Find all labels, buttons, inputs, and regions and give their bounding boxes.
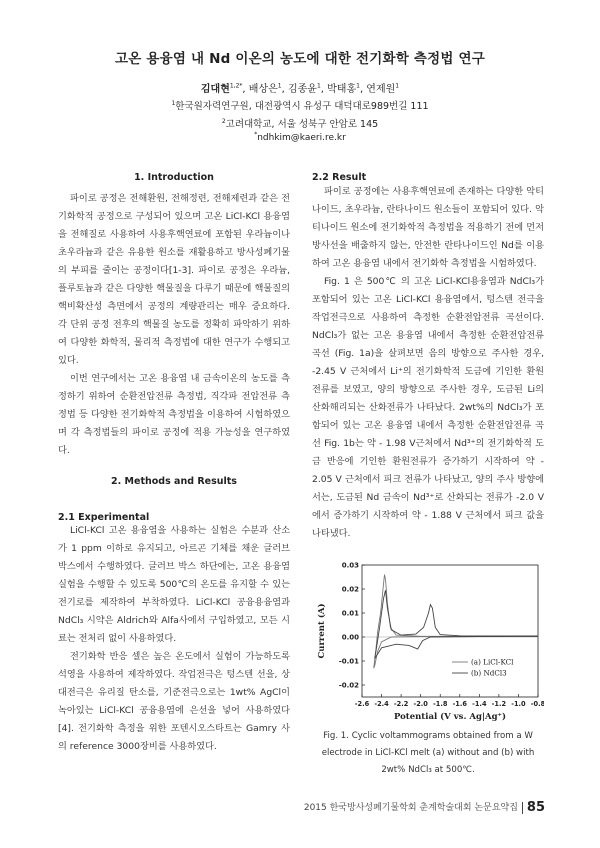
legend-label: (a) LiCl-KCl [471, 657, 514, 667]
author: 김종윤 [287, 84, 317, 95]
author-sup: 1 [356, 82, 360, 90]
author: 연제원 [366, 84, 396, 95]
x-tick-label: -2.2 [393, 700, 409, 708]
corresponding-email [0, 133, 600, 143]
x-tick-label: -1.6 [452, 700, 467, 708]
author: 배상은 [248, 84, 278, 95]
author: 박태홍 [327, 84, 357, 95]
email-sup: * [254, 131, 258, 138]
conference-name: 2015 한국방사성폐기물학회 춘계학술대회 논문요약집 [303, 803, 518, 813]
experimental-body [58, 522, 290, 756]
section-introduction-heading: 1. Introduction [134, 172, 214, 183]
intro-paragraph: 이번 연구에서는 고온 용융염 내 금속이온의 농도를 측정하기 위하여 순환전압전류 측정법, 직각파 전압전류 측정법 등 다양한 전기화학적 측정법을 이용하여 시험하였으며 각 측정법들의 파이로 공정에 적용 가능성을 연구하였다. [58, 373, 290, 456]
page-number: 85 [526, 800, 545, 815]
email-text[interactable]: ndhkim@kaeri.re.kr [257, 133, 346, 143]
x-tick-label: -2.6 [354, 700, 370, 708]
page-footer [300, 800, 545, 815]
plot-frame [362, 565, 538, 697]
cyclic-voltammogram-chart [312, 555, 544, 730]
affiliation-2 [0, 116, 600, 130]
paper-title: 고온 용융염 내 Nd 이온의 농도에 대한 전기화학 측정법 연구 [114, 51, 485, 67]
footer-divider [522, 802, 523, 814]
x-tick-label: -0.8 [530, 700, 544, 708]
y-tick-label: 0.03 [341, 561, 359, 570]
experimental-paragraph: LiCl-KCl 고온 용융염을 사용하는 실험은 수분과 산소가 1 ppm 이하로 유지되고, 아르곤 기체를 채운 글러브 박스에서 수행하였다. 글러브 박스 하단에는, 고온 용융염 실험을 수행할 수 있도록 500℃의 온도를 유지할 수 있는 전기로를 제작하여 부착하였다. LiCl-KCl 공융용융염과 NdCl₃ 시약은 Aldrich와 Alfa사에서 구입하였고, 모든 시료는 전처리 없이 사용하였다. [58, 525, 290, 644]
series-line-licl-kcl [374, 575, 538, 669]
affiliation-2-text: 고려대학교, 서울 성북구 안암로 145 [225, 119, 379, 130]
series-line-ndcl3 [375, 590, 538, 658]
section-methods-heading: 2. Methods and Results [111, 476, 237, 487]
author-first: 김대현 [200, 84, 230, 95]
y-tick-label: 0.01 [341, 609, 359, 618]
affiliation-1-sup: 1 [171, 99, 176, 107]
y-tick-label: -0.02 [338, 681, 359, 690]
result-body [312, 183, 544, 543]
figure-caption: Fig. 1. Cyclic voltammograms obtained from a W electrode in LiCl-KCl melt (a) without and (b) with 2wt% NdCl₃ at 500℃. [321, 731, 535, 775]
author-sup: 1 [395, 82, 400, 90]
legend-label: (b) NdCl3 [471, 668, 507, 678]
result-paragraph: Fig. 1 은 500℃ 의 고온 LiCl-KCl용융염과 NdCl₃가 포함되어 있는 고온 LiCl-KCl 용융염에서, 텅스텐 전극을 작업전극으로 사용하여 측정한 순환전압전류 곡선이다. NdCl₃가 없는 고온 용융염 내에서 측정한 순환전압전류 곡선 (Fig. 1a)을 살펴보면 음의 방향으로 주사한 경우, -2.45 V 근처에서 Li⁺의 전기화학적 도금에 기인한 환원 전류를 보였고, 양의 방향으로 주사한 경우, 도금된 Li의 산화해리되는 산화전류가 나타났다. 2wt%의 NdCl₃가 포함되어 있는 고온 용융염 내에서 측정한 순환전압전류 곡선 Fig. 1b는 약 - 1.98 V근처에서 Nd³⁺의 전기화학적 도금 반응에 기인한 환원전류가 증가하기 시작하여 약 - 2.05 V 근처에서 피크 전류가 나타났고, 양의 주사 방향에서는, 도금된 Nd 금속이 Nd³⁺로 산화되는 전류가 -2.0 V에서 증가하기 시작하여 약 - 1.88 V 근처에서 피크 값을 나타냈다. [312, 276, 544, 539]
x-tick-label: -1.8 [433, 700, 448, 708]
x-tick-label: -2.0 [413, 700, 428, 708]
affiliation-2-sup: 2 [221, 117, 226, 125]
intro-paragraph: 파이로 공정은 전해환원, 전해정련, 전해제련과 같은 전기화학적 공정으로 구성되어 있으며 고온 LiCl-KCl 용융염을 전해질로 사용하여 사용후핵연료에 포함된 우라늄이나 초우라늄과 같은 유용한 원소를 재활용하고 방사성폐기물의 부피를 줄이는 공정이다[1-3]. 파이로 공정은 우라늄, 플루토늄과 같은 다양한 핵물질을 다루기 때문에 핵물질의 핵비확산성 측면에서 공정의 계량관리는 매우 중요하다. 각 단위 공정 전후의 핵물질 농도를 정확히 파악하기 위하여 다양한 화학적, 물리적 측정법에 대한 연구가 수행되고 있다. [58, 193, 290, 366]
author-line: 김대현$^{1,2*}$, 배상은$^1$, 김종윤$^1$, 박태홍$^1$, 연제원$^1$ [200, 82, 400, 95]
y-axis-label: Current (A) [317, 603, 327, 659]
subsection-experimental-heading: 2.1 Experimental [58, 512, 150, 523]
x-axis-label: Potential (V vs. Ag|Ag⁺) [393, 712, 507, 722]
result-paragraph: 파이로 공정에는 사용후핵연료에 존재하는 다양한 악티나이드, 초우라늄, 란타나이드 원소들이 포함되어 있다. 악티나이드 원소에 전기화학적 측정법을 적용하기 전에 먼저 방사선을 배출하지 않는, 안전한 란타나이드인 Nd를 이용하여 고온 용융염 내에서 전기화학 측정법을 시험하였다. [312, 186, 544, 269]
y-tick-label: 0.00 [341, 633, 359, 642]
affiliation-1-text: 한국원자력연구원, 대전광역시 유성구 대덕대로989번길 111 [175, 101, 429, 112]
x-tick-label: -1.4 [472, 700, 487, 708]
author-sup: 1 [277, 82, 282, 90]
x-tick-label: -1.2 [491, 700, 507, 708]
subsection-result-heading: 2.2 Result [312, 172, 367, 183]
author-sup: 1 [316, 82, 321, 90]
x-tick-label: -1.0 [511, 700, 526, 708]
x-tick-label: -2.4 [374, 700, 389, 708]
experimental-paragraph: 전기화학 반응 셀은 높은 온도에서 실험이 가능하도록 석영을 사용하여 제작하였다. 작업전극은 텅스텐 선을, 상대전극은 유리질 탄소를, 기준전극으로는 1wt% AgCl이 녹아있는 LiCl-KCl 공융용염에 은선을 넣어 사용하였다[4]. 전기화학 측정을 위한 포텐시오스타트는 Gamry 사의 reference 3000장비를 사용하였다. [58, 651, 290, 752]
y-tick-label: 0.02 [341, 585, 359, 594]
introduction-body [58, 190, 290, 460]
y-tick-label: -0.01 [338, 657, 359, 666]
chart-svg [312, 555, 544, 730]
affiliation-1 [0, 98, 600, 112]
author-first-sup: 1,2* [229, 82, 243, 90]
